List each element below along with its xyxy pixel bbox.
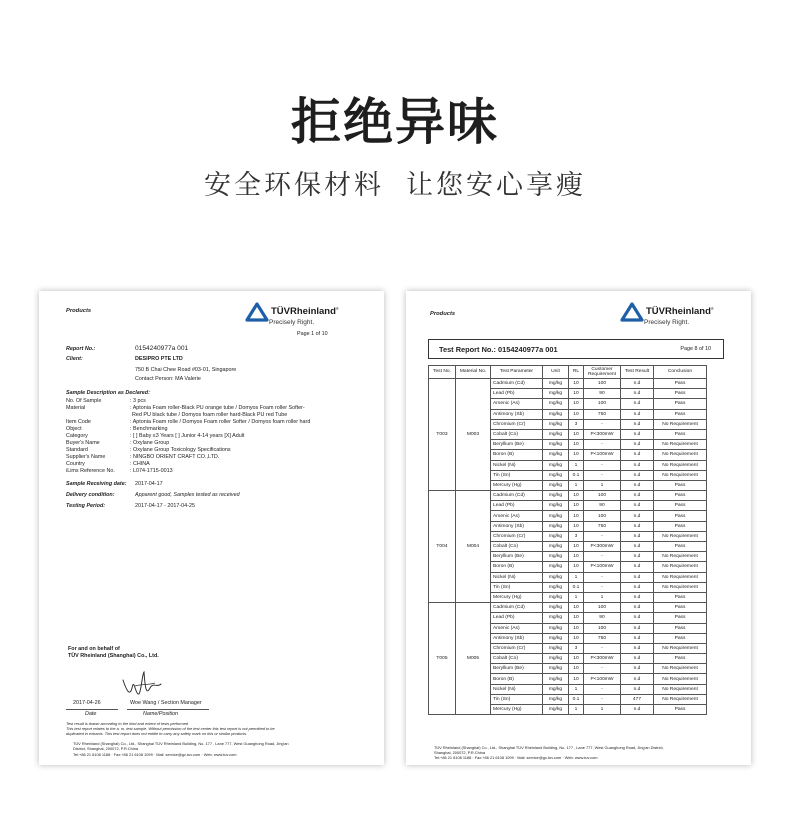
cell-material-no: M005 — [456, 603, 491, 715]
cell-rl: 3 — [569, 643, 584, 653]
cell-test-result: n.d — [621, 440, 654, 450]
cell-customer-requirement: P<300mW — [584, 429, 621, 439]
cell-rl: 10 — [569, 603, 584, 613]
cell-test-parameter: Antimony (Sb) — [491, 409, 543, 419]
cell-test-result: n.d — [621, 542, 654, 552]
cell-rl: 10 — [569, 654, 584, 664]
cell-test-result: n.d — [621, 664, 654, 674]
cell-conclusion: Pass — [654, 592, 707, 602]
testing-period: 2017-04-17 - 2017-04-25 — [135, 503, 195, 509]
cell-conclusion: Pass — [654, 399, 707, 409]
field-label: Buyer's Name — [66, 440, 100, 446]
table-row — [429, 379, 707, 389]
field-value: : Aptonia Foam roller-Black PU orange tube / Domyos Foam roller Softer- — [130, 405, 305, 411]
cell-customer-requirement: - — [584, 531, 621, 541]
cell-test-result: n.d — [621, 480, 654, 490]
cell-customer-requirement: - — [584, 470, 621, 480]
cell-conclusion: Pass — [654, 480, 707, 490]
cell-conclusion: No Requirement — [654, 562, 707, 572]
cell-test-result: n.d — [621, 419, 654, 429]
page-number: Page 8 of 10 — [680, 346, 711, 352]
cell-test-parameter: Boron (B) — [491, 674, 543, 684]
cell-test-no: T005 — [429, 603, 456, 715]
cell-unit: mg/kg — [543, 694, 569, 704]
disclaimer-line: duplicated in extracts. This test report does not entitle to carry any safety mark on this or similar products. — [66, 731, 248, 736]
cell-test-parameter: Chromium (Cr) — [491, 643, 543, 653]
cell-rl: 10 — [569, 501, 584, 511]
tuv-brand: TÜVRheinland® — [646, 306, 714, 318]
cell-customer-requirement: 750 — [584, 409, 621, 419]
field-label: Supplier's Name — [66, 454, 106, 460]
table-header-row — [429, 366, 707, 379]
field-label: Object — [66, 426, 82, 432]
cell-test-parameter: Cadmium (Cd) — [491, 491, 543, 501]
cell-test-parameter: Nickel (Ni) — [491, 684, 543, 694]
cell-rl: 10 — [569, 389, 584, 399]
tuv-tagline: Precisely Right. — [644, 319, 690, 326]
cell-customer-requirement: 100 — [584, 623, 621, 633]
cell-conclusion: No Requirement — [654, 470, 707, 480]
delivery-label: Delivery condition: — [66, 492, 115, 498]
receiving-date: 2017-04-17 — [135, 481, 163, 487]
field-value: : Oxylane Group Toxicology Specifications — [130, 447, 231, 453]
cell-test-parameter: Cadmium (Cd) — [491, 379, 543, 389]
header-customer-requirement: Customer Requirement — [584, 366, 621, 379]
cell-rl: 10 — [569, 664, 584, 674]
cell-conclusion: Pass — [654, 705, 707, 715]
cell-test-parameter: Lead (Pb) — [491, 501, 543, 511]
cell-conclusion: No Requirement — [654, 582, 707, 592]
cell-customer-requirement: 90 — [584, 389, 621, 399]
field-label: Item Code — [66, 419, 91, 425]
cell-test-parameter: Boron (B) — [491, 450, 543, 460]
date-caption: Date — [85, 711, 97, 717]
cell-test-result: n.d — [621, 531, 654, 541]
cell-unit: mg/kg — [543, 429, 569, 439]
cell-test-result: n.d — [621, 623, 654, 633]
field-label: Category — [66, 433, 88, 439]
field-value: : 3 pcs — [130, 398, 146, 404]
cell-unit: mg/kg — [543, 705, 569, 715]
cell-customer-requirement: - — [584, 582, 621, 592]
cell-test-parameter: Lead (Pb) — [491, 389, 543, 399]
testing-label: Testing Period: — [66, 503, 106, 509]
cell-test-result: n.d — [621, 654, 654, 664]
cell-test-parameter: Tin (Sn) — [491, 470, 543, 480]
field-value: : [ ] Baby ≤3 Years [ ] Junior 4-14 years [X] Adult — [130, 433, 245, 439]
cell-conclusion: Pass — [654, 491, 707, 501]
table-row — [429, 603, 707, 613]
cell-customer-requirement: - — [584, 643, 621, 653]
cell-unit: mg/kg — [543, 480, 569, 490]
cell-customer-requirement: P<100mW — [584, 562, 621, 572]
cell-unit: mg/kg — [543, 531, 569, 541]
header-unit: Unit — [543, 366, 569, 379]
cell-conclusion: No Requirement — [654, 440, 707, 450]
signature-icon — [119, 666, 165, 700]
cell-customer-requirement: 100 — [584, 603, 621, 613]
cell-test-parameter: Tin (Sn) — [491, 694, 543, 704]
cell-test-parameter: Beryllium (Be) — [491, 552, 543, 562]
subline-part-1: 安全环保材料 — [204, 170, 384, 201]
cell-conclusion: Pass — [654, 654, 707, 664]
cell-customer-requirement: - — [584, 460, 621, 470]
cell-rl: 0.1 — [569, 582, 584, 592]
cell-customer-requirement: P<100mW — [584, 674, 621, 684]
field-value: : L074-1715-0013 — [130, 468, 173, 474]
cell-conclusion: No Requirement — [654, 674, 707, 684]
cell-rl: 10 — [569, 542, 584, 552]
cell-customer-requirement: - — [584, 572, 621, 582]
cell-conclusion: No Requirement — [654, 419, 707, 429]
cell-customer-requirement: 1 — [584, 480, 621, 490]
cell-test-result: n.d — [621, 429, 654, 439]
cell-unit: mg/kg — [543, 419, 569, 429]
tuv-tagline: Precisely Right. — [269, 319, 315, 326]
cell-rl: 1 — [569, 592, 584, 602]
footer-line: TÜV Rheinland (Shanghai) Co., Ltd., Shanghai TÜV Rheinland Building, No. 177 , Lane 777, West Guanghong Road, Jing'an — [73, 741, 289, 746]
cell-unit: mg/kg — [543, 389, 569, 399]
cell-test-result: n.d — [621, 613, 654, 623]
cell-test-result: n.d — [621, 511, 654, 521]
cell-test-result: n.d — [621, 684, 654, 694]
cell-customer-requirement: 100 — [584, 399, 621, 409]
cell-test-parameter: Lead (Pb) — [491, 613, 543, 623]
cell-unit: mg/kg — [543, 521, 569, 531]
cell-conclusion: Pass — [654, 521, 707, 531]
receiving-label: Sample Receiving date: — [66, 481, 127, 487]
field-value: : CHINA — [130, 461, 150, 467]
cell-test-parameter: Cobalt (Co) — [491, 542, 543, 552]
cell-conclusion: Pass — [654, 603, 707, 613]
footer-line: Tel:+86 21 6108 1188 · Fax:+86 21 6108 1099 · Mail: service@gc.tuv.com · Web: www.tuv.com — [434, 755, 598, 760]
cell-test-result: n.d — [621, 491, 654, 501]
cell-conclusion: Pass — [654, 542, 707, 552]
cell-rl: 10 — [569, 440, 584, 450]
cell-customer-requirement: 1 — [584, 705, 621, 715]
cell-unit: mg/kg — [543, 460, 569, 470]
cell-test-parameter: Boron (B) — [491, 562, 543, 572]
field-label: No. Of Sample — [66, 398, 102, 404]
footer-line: Tel:+86 21 6108 1188 · Fax:+86 21 6108 1099 · Mail: service@gc.tuv.com · Web: www.tuv.com — [73, 752, 237, 757]
subline-part-2: 让您安心享瘦 — [406, 170, 586, 201]
cell-test-parameter: Tin (Sn) — [491, 582, 543, 592]
cell-unit: mg/kg — [543, 552, 569, 562]
tuv-logo — [620, 302, 726, 332]
cell-customer-requirement: - — [584, 664, 621, 674]
cell-test-parameter: Chromium (Cr) — [491, 419, 543, 429]
cell-customer-requirement: 100 — [584, 511, 621, 521]
cell-unit: mg/kg — [543, 450, 569, 460]
cell-test-result: n.d — [621, 460, 654, 470]
report-cover-page — [39, 291, 384, 765]
cell-customer-requirement: - — [584, 552, 621, 562]
cell-test-result: n.d — [621, 389, 654, 399]
cell-unit: mg/kg — [543, 379, 569, 389]
cell-conclusion: No Requirement — [654, 531, 707, 541]
cell-customer-requirement: - — [584, 440, 621, 450]
cell-test-parameter: Beryllium (Be) — [491, 440, 543, 450]
field-label: Standard — [66, 447, 88, 453]
cell-test-parameter: Antimony (Sb) — [491, 521, 543, 531]
field-label: iLims Reference No. — [66, 468, 115, 474]
cell-rl: 10 — [569, 379, 584, 389]
behalf-line-1: For and on behalf of — [68, 646, 120, 652]
cell-unit: mg/kg — [543, 592, 569, 602]
cell-test-result: n.d — [621, 562, 654, 572]
cell-conclusion: Pass — [654, 613, 707, 623]
cell-test-result: n.d — [621, 450, 654, 460]
cell-test-parameter: Arsenic (As) — [491, 623, 543, 633]
cell-unit: mg/kg — [543, 501, 569, 511]
cell-conclusion: Pass — [654, 633, 707, 643]
cell-customer-requirement: 750 — [584, 521, 621, 531]
cell-unit: mg/kg — [543, 470, 569, 480]
cell-unit: mg/kg — [543, 654, 569, 664]
cell-conclusion: Pass — [654, 429, 707, 439]
cell-test-result: n.d — [621, 501, 654, 511]
table-row — [429, 491, 707, 501]
tuv-logo — [245, 302, 351, 332]
header-rl: RL — [569, 366, 584, 379]
report-no-value: 0154240977a 001 — [135, 345, 189, 352]
cell-conclusion: No Requirement — [654, 694, 707, 704]
cell-test-result: n.d — [621, 633, 654, 643]
cell-test-parameter: Antimony (Sb) — [491, 633, 543, 643]
subline — [0, 163, 790, 202]
date-rule — [66, 709, 118, 710]
cell-unit: mg/kg — [543, 674, 569, 684]
cell-rl: 1 — [569, 480, 584, 490]
page-number: Page 1 of 10 — [297, 331, 328, 337]
cell-rl: 10 — [569, 450, 584, 460]
header-test-parameter: Test Parameter — [491, 366, 543, 379]
cell-rl: 1 — [569, 572, 584, 582]
cell-rl: 10 — [569, 491, 584, 501]
cell-unit: mg/kg — [543, 491, 569, 501]
cell-test-result: n.d — [621, 643, 654, 653]
cell-unit: mg/kg — [543, 664, 569, 674]
cell-customer-requirement: 100 — [584, 379, 621, 389]
headline: 拒绝异味 — [291, 93, 499, 151]
sample-desc-heading: Sample Description as Declared: — [66, 390, 150, 396]
name-caption: Name/Position — [143, 711, 179, 717]
tuv-triangle-icon — [620, 302, 644, 322]
tuv-triangle-icon — [245, 302, 269, 322]
cell-conclusion: Pass — [654, 379, 707, 389]
products-label: Products — [66, 308, 92, 314]
cell-unit: mg/kg — [543, 633, 569, 643]
cell-rl: 10 — [569, 511, 584, 521]
cell-unit: mg/kg — [543, 603, 569, 613]
cell-conclusion: Pass — [654, 511, 707, 521]
cell-test-parameter: Mercury (Hg) — [491, 480, 543, 490]
footer-line: Shanghai, 200072, P.R.China — [434, 750, 485, 755]
name-rule — [127, 709, 209, 710]
cell-unit: mg/kg — [543, 643, 569, 653]
cell-rl: 0.1 — [569, 694, 584, 704]
cell-test-no: T003 — [429, 379, 456, 491]
cell-test-result: n.d — [621, 379, 654, 389]
client-address: 750 B Chai Chee Road #03-01, Singapore — [135, 367, 237, 373]
cell-customer-requirement: - — [584, 684, 621, 694]
field-value: Red PU black tube / Domyos foam roller hard-Black PU red Tube — [132, 412, 288, 418]
report-no-label: Report No.: — [66, 346, 96, 352]
cell-rl: 10 — [569, 562, 584, 572]
cell-unit: mg/kg — [543, 623, 569, 633]
cell-test-parameter: Mercury (Hg) — [491, 592, 543, 602]
cell-test-parameter: Nickel (Ni) — [491, 572, 543, 582]
cell-unit: mg/kg — [543, 684, 569, 694]
cell-unit: mg/kg — [543, 562, 569, 572]
delivery-value: Apparent good, Samples tested as received — [135, 492, 240, 498]
cell-rl: 3 — [569, 419, 584, 429]
cell-conclusion: No Requirement — [654, 552, 707, 562]
cell-test-result: n.d — [621, 470, 654, 480]
cell-test-result: 477 — [621, 694, 654, 704]
field-value: : Benchmarking — [130, 426, 168, 432]
cell-conclusion: No Requirement — [654, 684, 707, 694]
client-contact: Contact Person: MA Valerie — [135, 376, 201, 382]
cell-unit: mg/kg — [543, 613, 569, 623]
client-name: DESIPRO PTE LTD — [135, 356, 183, 362]
cell-test-parameter: Nickel (Ni) — [491, 460, 543, 470]
cell-rl: 0.1 — [569, 470, 584, 480]
cell-conclusion: No Requirement — [654, 572, 707, 582]
cell-conclusion: Pass — [654, 501, 707, 511]
cell-unit: mg/kg — [543, 399, 569, 409]
cell-rl: 10 — [569, 613, 584, 623]
cell-rl: 10 — [569, 674, 584, 684]
cell-rl: 3 — [569, 531, 584, 541]
cell-unit: mg/kg — [543, 511, 569, 521]
cell-customer-requirement: 100 — [584, 491, 621, 501]
cell-rl: 10 — [569, 399, 584, 409]
cell-customer-requirement: - — [584, 694, 621, 704]
cell-test-result: n.d — [621, 409, 654, 419]
header-test-no: Test No. — [429, 366, 456, 379]
field-label: Country — [66, 461, 85, 467]
cell-rl: 10 — [569, 623, 584, 633]
cell-material-no: M004 — [456, 491, 491, 603]
report-title: Test Report No.: 0154240977a 001 — [439, 345, 558, 354]
cell-rl: 10 — [569, 429, 584, 439]
disclaimer-line: Test result is drawn according to the kind and extent of tests performed — [66, 721, 189, 726]
footer-line: District, Shanghai, 200072, P.R.China — [73, 746, 139, 751]
cell-conclusion: Pass — [654, 389, 707, 399]
cell-conclusion: No Requirement — [654, 643, 707, 653]
cell-test-result: n.d — [621, 603, 654, 613]
report-title-box — [428, 339, 724, 359]
products-label: Products — [430, 311, 456, 317]
tuv-brand: TÜVRheinland® — [271, 306, 339, 318]
cell-conclusion: Pass — [654, 623, 707, 633]
cell-conclusion: No Requirement — [654, 460, 707, 470]
header-conclusion: Conclusion — [654, 366, 707, 379]
cell-test-result: n.d — [621, 705, 654, 715]
cell-test-parameter: Arsenic (As) — [491, 511, 543, 521]
footer-line: TÜV Rheinland (Shanghai) Co., Ltd., Shanghai TÜV Rheinland Building, No. 177 , Lane 777, West Guanghong Road, Jing'an District, — [434, 745, 664, 750]
cell-test-parameter: Beryllium (Be) — [491, 664, 543, 674]
cell-test-result: n.d — [621, 399, 654, 409]
cell-customer-requirement: 750 — [584, 633, 621, 643]
cell-customer-requirement: - — [584, 419, 621, 429]
report-results-page — [406, 291, 751, 765]
cell-test-result: n.d — [621, 521, 654, 531]
field-value: : Oxylane Group — [130, 440, 170, 446]
cell-unit: mg/kg — [543, 440, 569, 450]
header-test-result: Test Result — [621, 366, 654, 379]
cell-rl: 10 — [569, 409, 584, 419]
cell-test-result: n.d — [621, 674, 654, 684]
cell-test-result: n.d — [621, 552, 654, 562]
cell-conclusion: Pass — [654, 409, 707, 419]
cell-rl: 1 — [569, 460, 584, 470]
field-value: : NINGBO ORIENT CRAFT CO.,LTD. — [130, 454, 220, 460]
sign-date: 2017-04-26 — [73, 700, 101, 706]
cell-test-result: n.d — [621, 572, 654, 582]
signer-name: Woe Wang / Section Manager — [130, 700, 202, 706]
cell-test-result: n.d — [621, 592, 654, 602]
cell-test-parameter: Arsenic (As) — [491, 399, 543, 409]
cell-rl: 10 — [569, 552, 584, 562]
cell-rl: 10 — [569, 521, 584, 531]
cell-unit: mg/kg — [543, 542, 569, 552]
client-label: Client: — [66, 356, 83, 362]
cell-customer-requirement: P<300mW — [584, 542, 621, 552]
cell-test-parameter: Chromium (Cr) — [491, 531, 543, 541]
disclaimer-line: This test report relates to the a. m. test sample. Without permission of the test center this test report is not permitted to be — [66, 726, 275, 731]
cell-test-parameter: Cadmium (Cd) — [491, 603, 543, 613]
cell-conclusion: No Requirement — [654, 664, 707, 674]
field-value: : Aptonia Foam rolle / Domyos Foam roller Softer / Domyos foam roller hard — [130, 419, 311, 425]
cell-test-parameter: Mercury (Hg) — [491, 705, 543, 715]
cell-unit: mg/kg — [543, 582, 569, 592]
cell-rl: 10 — [569, 633, 584, 643]
cell-test-parameter: Cobalt (Co) — [491, 654, 543, 664]
results-table — [428, 365, 707, 715]
cell-material-no: M003 — [456, 379, 491, 491]
cell-test-no: T004 — [429, 491, 456, 603]
field-label: Material — [66, 405, 86, 411]
cell-test-result: n.d — [621, 582, 654, 592]
cell-customer-requirement: P<100mW — [584, 450, 621, 460]
cell-rl: 1 — [569, 684, 584, 694]
behalf-line-2: TÜV Rheinland (Shanghai) Co., Ltd. — [68, 653, 159, 659]
cell-unit: mg/kg — [543, 572, 569, 582]
cell-customer-requirement: 1 — [584, 592, 621, 602]
cell-conclusion: No Requirement — [654, 450, 707, 460]
header-material-no: Material No. — [456, 366, 491, 379]
cell-unit: mg/kg — [543, 409, 569, 419]
cell-test-parameter: Cobalt (Co) — [491, 429, 543, 439]
cell-customer-requirement: 90 — [584, 501, 621, 511]
cell-customer-requirement: P<300mW — [584, 654, 621, 664]
cell-rl: 1 — [569, 705, 584, 715]
cell-customer-requirement: 90 — [584, 613, 621, 623]
